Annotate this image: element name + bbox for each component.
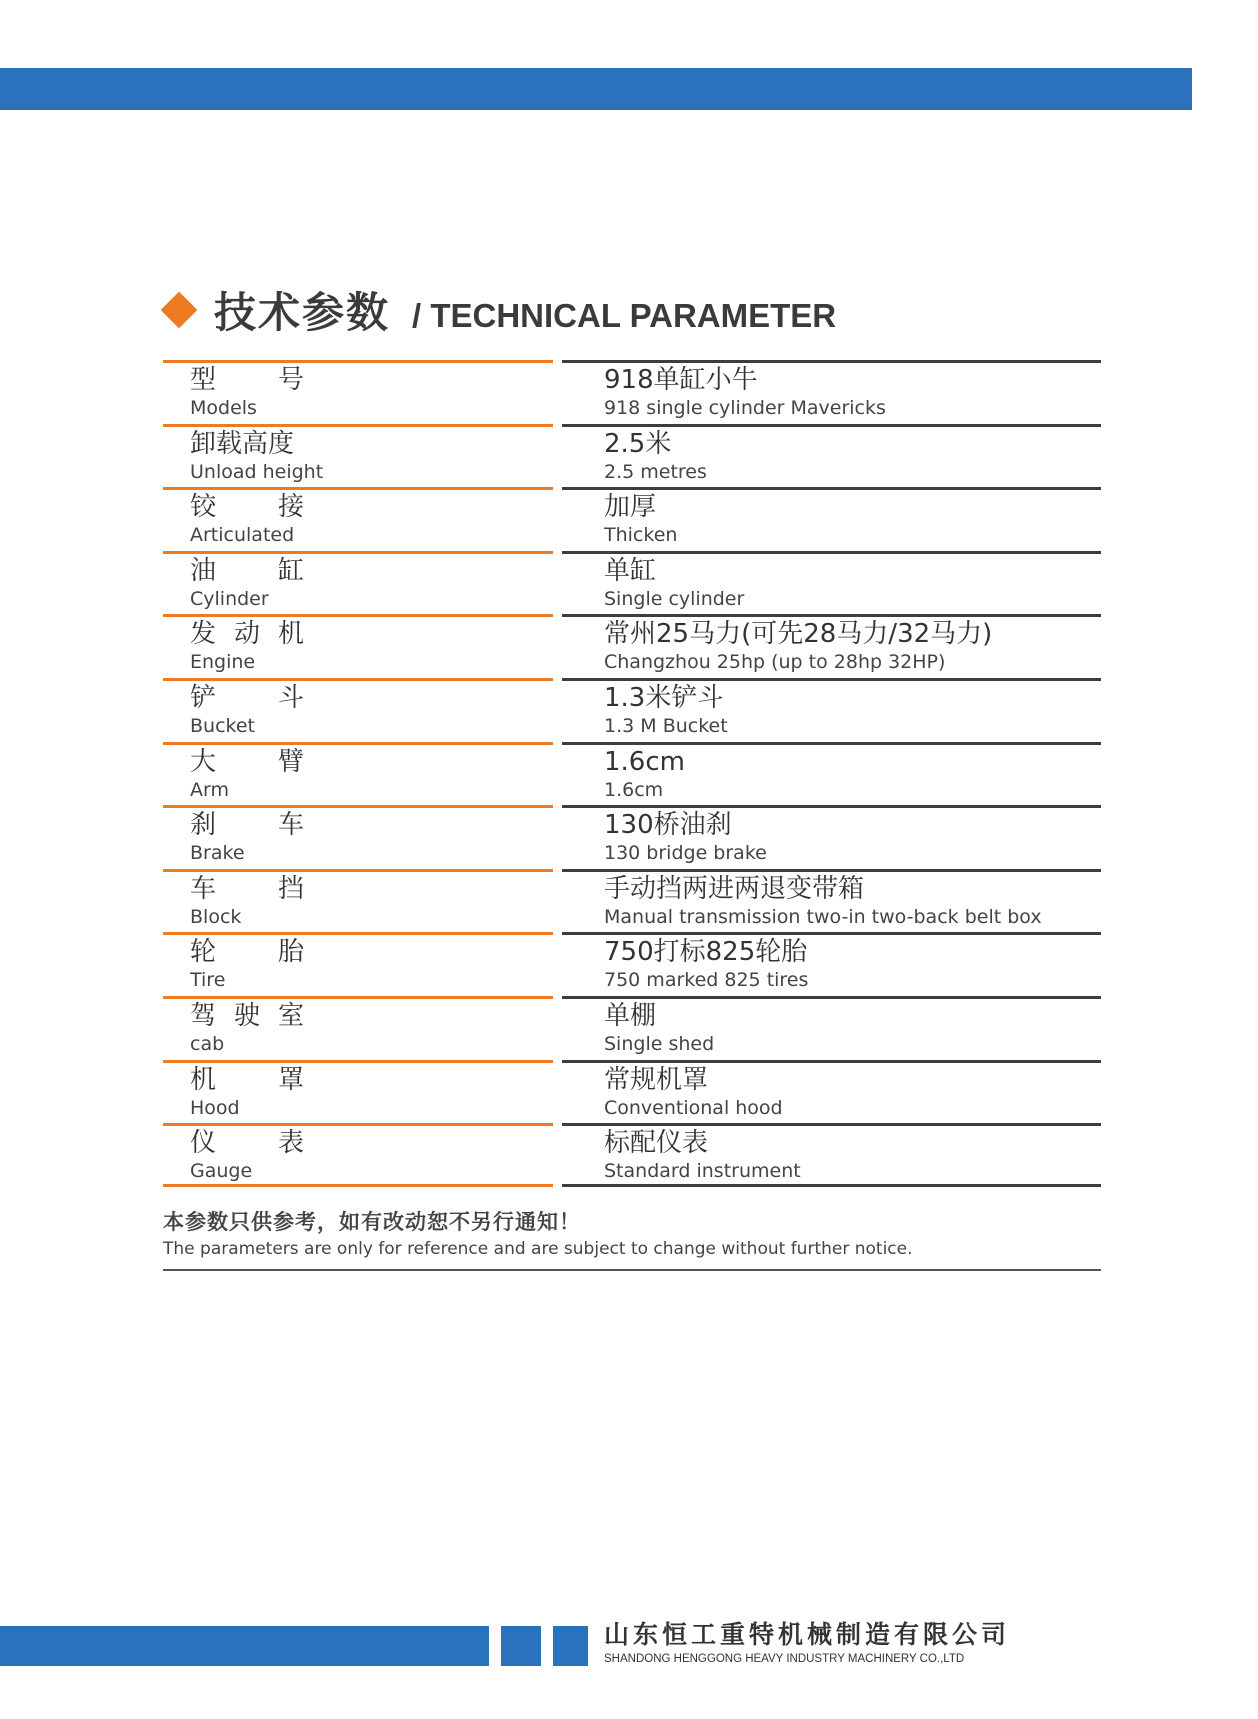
- param-label-cn: [190, 617, 304, 651]
- param-value-cn: 手动挡两进两退变带箱: [604, 873, 865, 904]
- param-value-cn: 常州25马力(可先28马力/32马力): [604, 619, 993, 650]
- param-value-cell: [562, 614, 1101, 678]
- param-label-char: 臂: [277, 746, 304, 777]
- param-value-en: Manual transmission two-in two-back belt box: [604, 905, 1042, 928]
- param-value-en: 1.3 M Bucket: [604, 714, 728, 737]
- param-label-char: 大: [190, 746, 217, 777]
- param-row: [163, 487, 1101, 551]
- param-label-en: Hood: [190, 1096, 240, 1119]
- param-label-char: 动: [233, 619, 260, 650]
- param-label-en: Unload height: [190, 460, 324, 483]
- param-row: [163, 932, 1101, 996]
- param-label-char: 驶: [233, 1000, 260, 1031]
- param-value-cell: [562, 487, 1101, 551]
- param-value-en: 918 single cylinder Mavericks: [604, 397, 886, 419]
- param-value-cell: [562, 424, 1101, 488]
- param-row: [163, 869, 1101, 933]
- param-label-cn: [190, 363, 304, 397]
- param-value-cn: 1.6cm: [604, 746, 685, 777]
- param-label-char: 车: [190, 873, 217, 904]
- param-label-char: 接: [277, 492, 304, 523]
- param-label-char: 缸: [277, 555, 304, 586]
- param-value-cn: 1.3米铲斗: [604, 682, 724, 713]
- param-label-cn: [190, 745, 304, 779]
- param-value-cell: [562, 1060, 1101, 1124]
- param-label-cn: [190, 935, 304, 969]
- param-label-en: Tire: [190, 969, 226, 992]
- param-value-cell: [562, 678, 1101, 742]
- company-name-cn: 山东恒工重特机械制造有限公司: [604, 1620, 1011, 1649]
- param-value-cn: 750打标825轮胎: [604, 937, 808, 968]
- param-row: [163, 360, 1101, 424]
- param-label-cell: [163, 614, 553, 678]
- diamond-bullet-icon: [161, 292, 198, 329]
- param-label-char: 机: [190, 1064, 217, 1095]
- param-label-cell: [163, 424, 553, 488]
- param-label-char: 铰: [190, 492, 217, 523]
- param-label-char: 挡: [277, 873, 304, 904]
- param-value-cn: 130桥油刹: [604, 810, 732, 841]
- param-label-char: 车: [277, 810, 304, 841]
- param-value-cn: 918单缸小牛: [604, 365, 758, 395]
- param-row: [163, 551, 1101, 615]
- param-label-cn: 卸载高度: [190, 428, 295, 459]
- param-label-char: 轮: [190, 937, 217, 968]
- notice-en: The parameters are only for reference and are subject to change without further notice.: [163, 1239, 913, 1259]
- param-value-en: 2.5 metres: [604, 460, 707, 483]
- param-label-cell: [163, 869, 553, 933]
- param-label-char: 油: [190, 555, 217, 586]
- param-value-cell: [562, 805, 1101, 869]
- param-label-cn: [190, 872, 304, 906]
- footer-bar: [0, 1626, 489, 1666]
- param-label-char: 驾: [190, 1000, 217, 1031]
- param-value-cn: 标配仪表: [604, 1128, 709, 1159]
- param-label-char: 罩: [277, 1064, 304, 1095]
- param-value-cell: [562, 360, 1101, 424]
- param-label-char: 铲: [190, 682, 217, 713]
- param-row: [163, 678, 1101, 742]
- param-row: [163, 996, 1101, 1060]
- param-value-cell: [562, 932, 1101, 996]
- param-label-cn: [190, 999, 304, 1033]
- param-value-en: 750 marked 825 tires: [604, 969, 809, 992]
- param-label-cn: [190, 681, 304, 715]
- param-label-cell: [163, 1060, 553, 1124]
- param-label-en: Gauge: [190, 1160, 253, 1183]
- param-value-en: 130 bridge brake: [604, 842, 767, 865]
- param-label-en: Block: [190, 905, 242, 928]
- param-label-cell: [163, 805, 553, 869]
- param-value-cell: [562, 551, 1101, 615]
- param-label-cn: [190, 554, 304, 588]
- param-label-en: Cylinder: [190, 587, 269, 610]
- company-block: [604, 1619, 1010, 1667]
- company-name-en: SHANDONG HENGGONG HEAVY INDUSTRY MACHINERY CO.,LTD: [604, 1653, 965, 1665]
- param-label-cell: [163, 487, 553, 551]
- param-label-en: cab: [190, 1032, 225, 1055]
- param-row: [163, 805, 1101, 869]
- heading-en: / TECHNICAL PARAMETER: [412, 297, 837, 334]
- param-value-cell: [562, 869, 1101, 933]
- section-heading: [164, 280, 836, 340]
- param-label-en: Models: [190, 397, 257, 419]
- heading-cn: 技术参数: [214, 288, 391, 337]
- param-label-en: Arm: [190, 778, 229, 801]
- param-value-cn: 单棚: [604, 1000, 657, 1031]
- param-label-char: 表: [277, 1128, 304, 1159]
- param-label-cn: [190, 808, 304, 842]
- param-value-en: Conventional hood: [604, 1096, 783, 1119]
- param-label-cell: [163, 742, 553, 806]
- param-label-cn: [190, 1063, 304, 1097]
- param-label-cn: [190, 1126, 304, 1160]
- footer-square: [553, 1626, 588, 1666]
- param-label-char: 机: [277, 619, 304, 650]
- param-label-char: 胎: [277, 937, 304, 968]
- param-label-en: Brake: [190, 842, 245, 865]
- param-label-char: 型: [190, 365, 217, 395]
- param-row: [163, 742, 1101, 806]
- parameter-table: [163, 360, 1101, 1187]
- param-label-cn: [190, 490, 304, 524]
- param-label-cell: [163, 996, 553, 1060]
- param-value-cn: 单缸: [604, 555, 657, 586]
- param-value-cn: 2.5米: [604, 428, 672, 459]
- param-row: [163, 1060, 1101, 1124]
- param-value-en: Single shed: [604, 1032, 715, 1055]
- param-label-char: 室: [277, 1000, 304, 1031]
- param-row: [163, 614, 1101, 678]
- param-label-en: Engine: [190, 651, 256, 674]
- param-row: [163, 424, 1101, 488]
- param-label-en: Articulated: [190, 524, 295, 547]
- notice: [163, 1207, 1101, 1271]
- param-value-en: 1.6cm: [604, 778, 664, 801]
- notice-cn: 本参数只供参考，如有改动恕不另行通知！: [163, 1210, 581, 1234]
- param-label-char: 号: [277, 365, 304, 395]
- param-value-cell: [562, 742, 1101, 806]
- param-value-en: Standard instrument: [604, 1160, 801, 1183]
- param-label-cell: [163, 360, 553, 424]
- param-value-en: Single cylinder: [604, 587, 745, 610]
- param-label-cell: [163, 932, 553, 996]
- top-banner-bar: [0, 68, 1192, 110]
- param-label-cell: [163, 551, 553, 615]
- param-row: [163, 1123, 1101, 1187]
- param-label-char: 斗: [277, 682, 304, 713]
- param-value-cn: 常规机罩: [604, 1064, 709, 1095]
- param-value-cell: [562, 996, 1101, 1060]
- param-label-cell: [163, 1123, 553, 1187]
- param-value-cell: [562, 1123, 1101, 1187]
- footer-square: [501, 1626, 541, 1666]
- param-label-char: 刹: [190, 810, 217, 841]
- param-label-char: 仪: [190, 1128, 217, 1159]
- param-value-cn: 加厚: [604, 492, 657, 523]
- param-value-en: Changzhou 25hp (up to 28hp 32HP): [604, 651, 946, 674]
- param-label-en: Bucket: [190, 714, 255, 737]
- param-label-char: 发: [190, 619, 217, 650]
- param-value-en: Thicken: [604, 524, 678, 547]
- param-label-cell: [163, 678, 553, 742]
